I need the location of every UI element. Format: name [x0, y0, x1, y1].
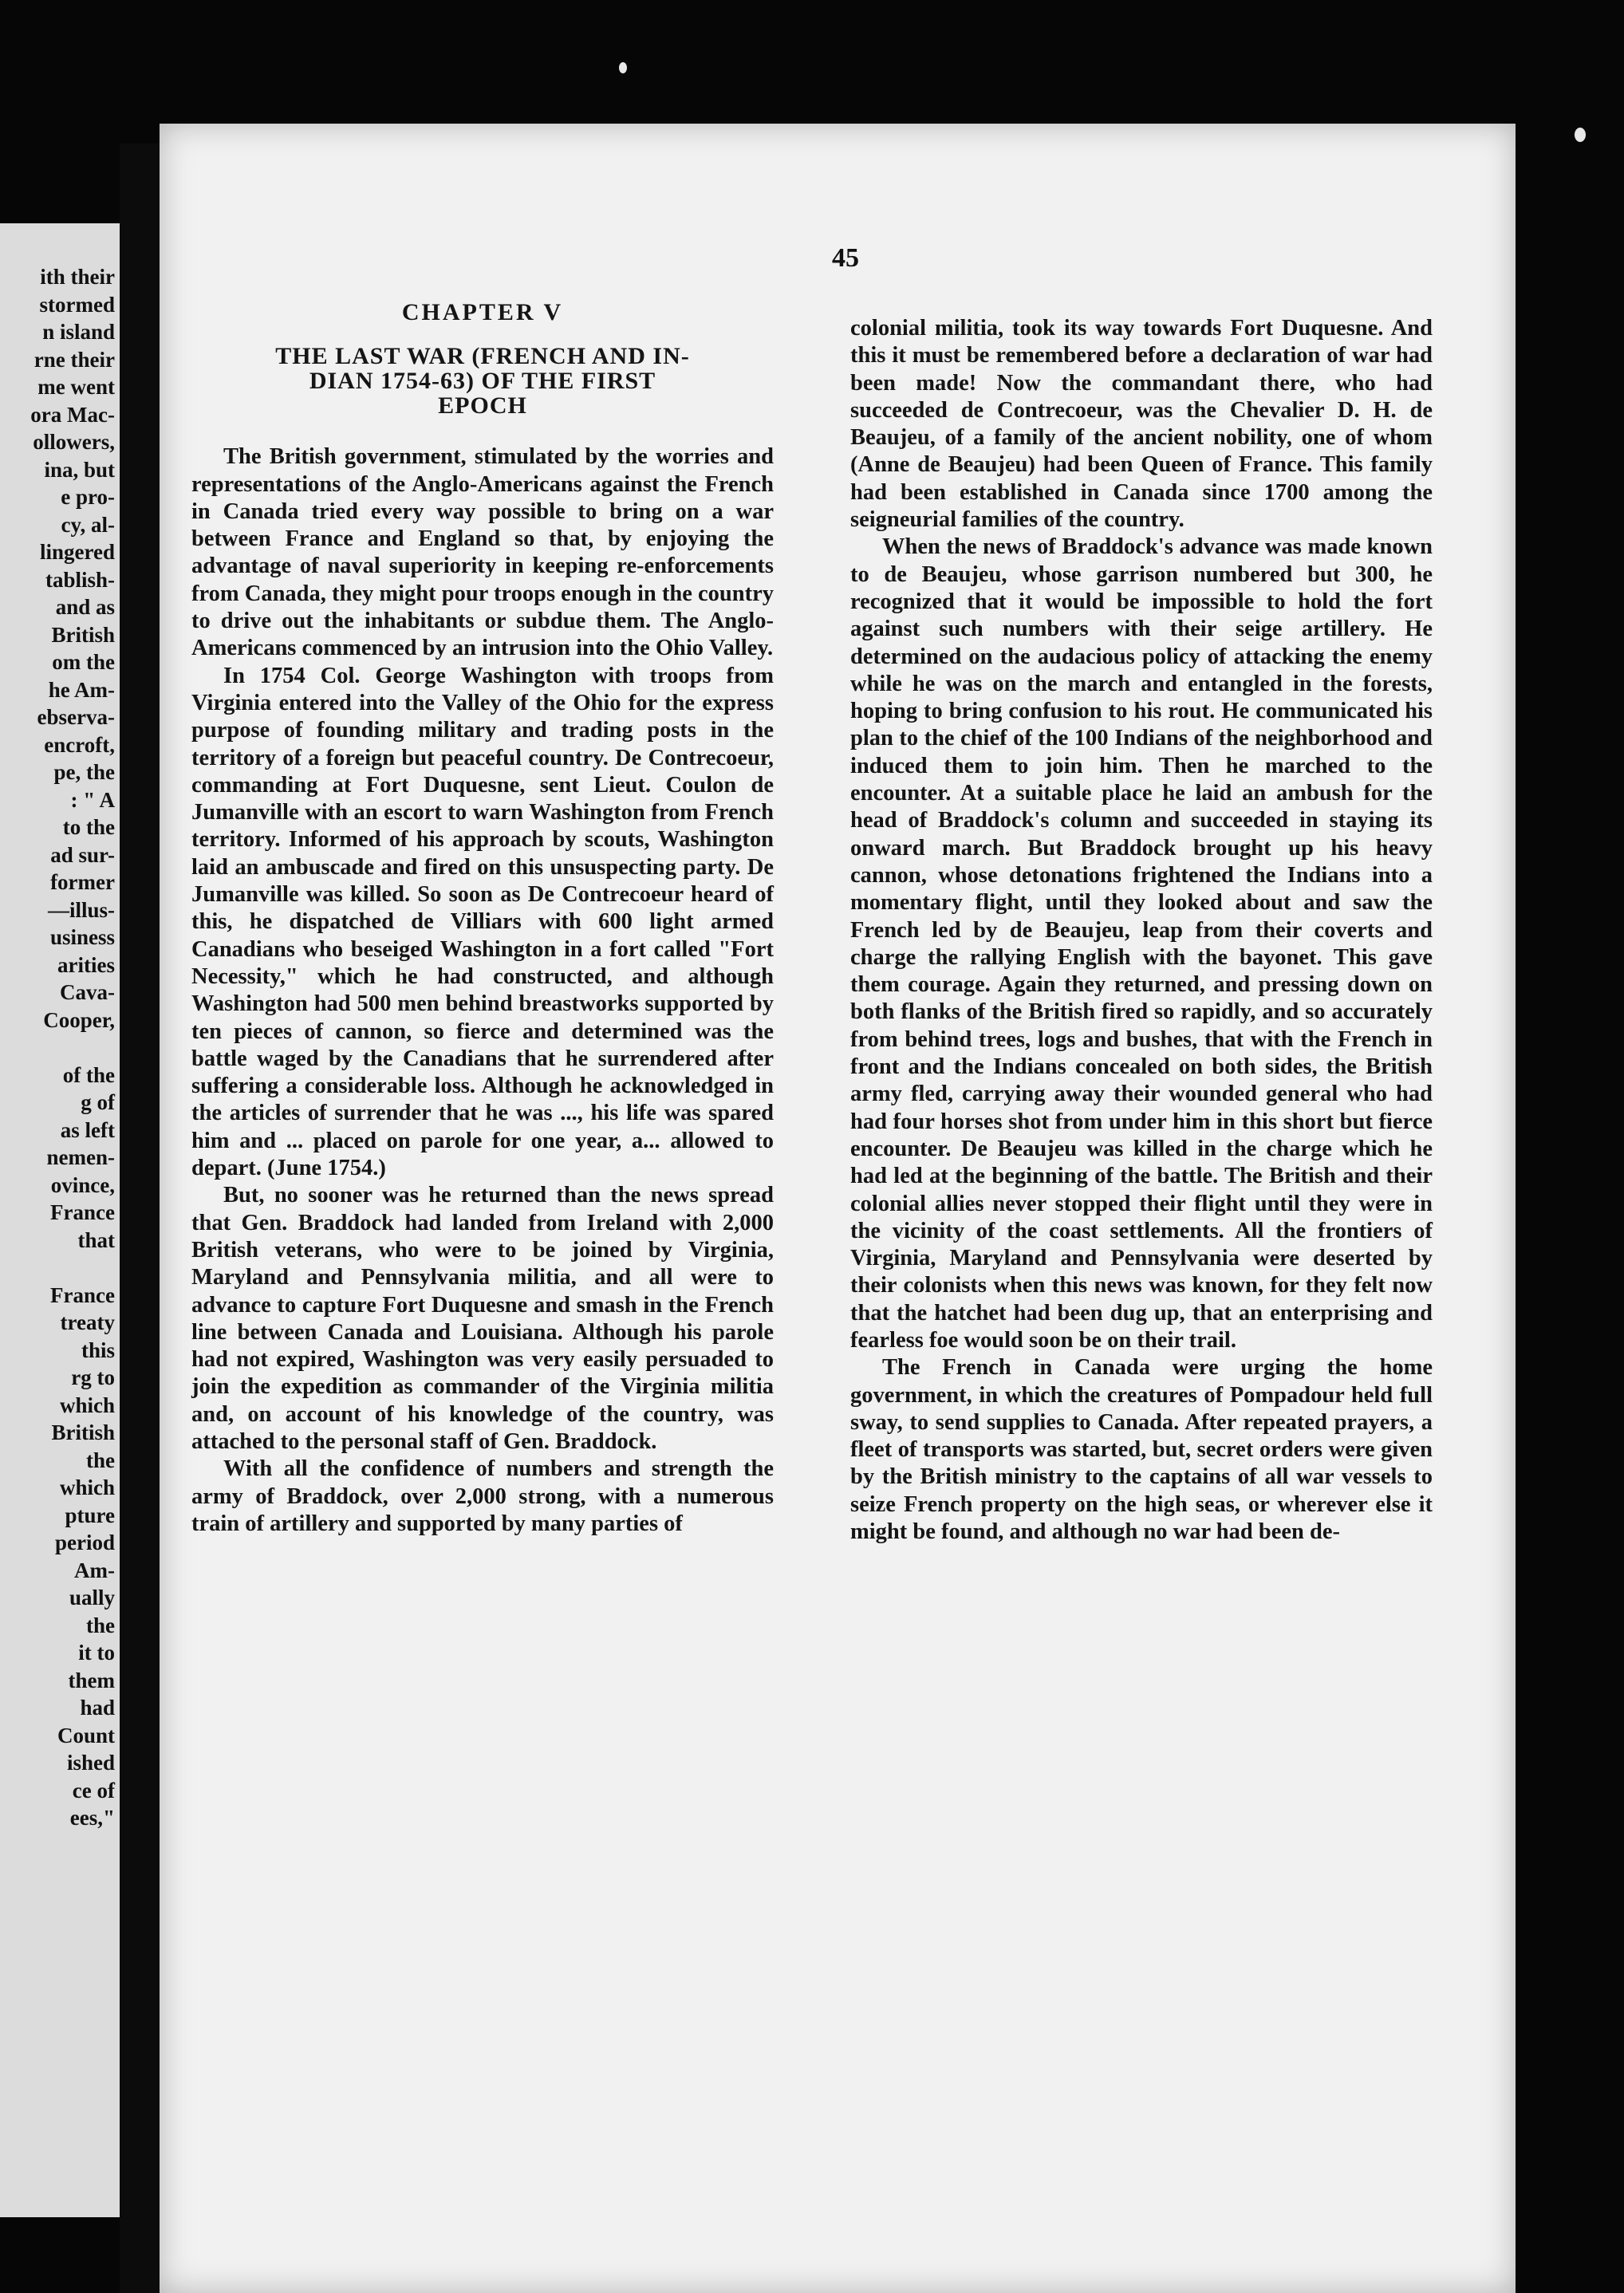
left-facing-page — [0, 223, 120, 2217]
left-page-fragment: lingered — [40, 540, 115, 564]
left-page-fragment: ebserva- — [37, 705, 115, 729]
left-page-fragment: arities — [57, 952, 115, 977]
chapter-title: THE LAST WAR (FRENCH AND IN- DIAN 1754-63) OF THE FIRST EPOCH — [275, 343, 690, 420]
left-page-fragment: had — [80, 1696, 115, 1720]
chapter-label: CHAPTER V — [401, 299, 564, 325]
left-page-fragment: Count — [57, 1723, 115, 1747]
left-page-fragment: France — [50, 1282, 115, 1307]
left-page-fragment — [0, 1254, 115, 1282]
paragraph: The British government, stimulated by the worries and representations of the Anglo-Americans against the French in Canada tried every way possible to bring on a war between France and England so that, by enjoying the advantage of naval superiority in keeping re-enforcements from Canada, they might pour troops enough in the country to drive out the inhabitants or subdue them. The Anglo-Americans commenced by an intrusion into the Ohio Valley. — [191, 444, 774, 661]
left-page-fragment: tablish- — [45, 567, 115, 592]
right-text-column — [850, 315, 1433, 1546]
left-page-fragment: stormed — [39, 292, 115, 317]
left-page-fragment: pture — [65, 1503, 115, 1527]
left-page-fragment: : " A — [70, 787, 115, 812]
left-page-fragment: n island — [42, 320, 115, 344]
book-page — [160, 124, 1516, 2293]
left-page-fragment: ished — [66, 1751, 115, 1775]
paragraph: With all the confidence of numbers and strength the army of Braddock, over 2,000 strong, with a numerous train of artillery and supported by many parties of — [191, 1456, 774, 1536]
paragraph: The French in Canada were urging the home government, in which the creatures of Pompadour held full sway, to send supplies to Canada. After repeated prayers, a fleet of transports was started, but, secret orders were given by the British ministry to the captains of all war vessels to seize French property on the high seas, or wherever else it might be found, and although no war had been de- — [850, 1355, 1433, 1545]
left-page-fragment: the — [86, 1613, 115, 1637]
book-gutter — [120, 144, 163, 2293]
dust-speck — [619, 62, 627, 73]
left-page-fragment — [0, 1034, 115, 1062]
left-page-fragment: France — [50, 1200, 115, 1224]
left-page-fragment: cy, al- — [61, 512, 115, 537]
left-page-fragment: me went — [37, 375, 115, 399]
left-page-fragment: and as — [55, 595, 115, 619]
left-page-fragment: that — [77, 1227, 115, 1252]
left-page-fragment: Am- — [74, 1558, 115, 1582]
left-page-fragment: ovince, — [50, 1172, 115, 1197]
left-page-fragment: this — [81, 1338, 115, 1362]
dust-speck — [1575, 128, 1586, 142]
left-page-fragment: e pro- — [61, 485, 115, 509]
left-page-fragment: ora Mac- — [30, 402, 115, 427]
left-page-fragment: ees," — [69, 1806, 115, 1830]
left-page-fragment: nemen- — [46, 1145, 115, 1169]
left-text-column — [191, 299, 774, 1538]
left-page-fragment: pe, the — [53, 760, 115, 784]
left-page-fragment: rne their — [34, 347, 115, 372]
left-page-fragment: it to — [78, 1641, 115, 1665]
left-page-fragment: ollowers, — [33, 430, 115, 454]
left-page-fragment: g of — [81, 1090, 115, 1114]
left-page-fragment: period — [54, 1531, 115, 1554]
left-page-fragment: Cava- — [60, 980, 115, 1004]
left-page-fragment: ith their — [40, 265, 115, 289]
left-page-fragment: ce of — [72, 1778, 115, 1802]
left-page-fragment: rg to — [71, 1365, 115, 1389]
left-page-fragment: to the — [62, 815, 115, 839]
left-page-fragment: as left — [60, 1117, 115, 1142]
left-page-fragment: om the — [52, 650, 115, 674]
left-page-fragment: —illus- — [47, 897, 115, 922]
paragraph: But, no sooner was he returned than the news spread that Gen. Braddock had landed from Ireland with 2,000 British veterans, who were to be joined by Virginia, Maryland and Pennsylvania militia, and all were to advance to capture Fort Duquesne and smash in the French line between Canada and Louisiana. Although his parole had not expired, Washington was very easily persuaded to join the expedition as commander of the Virginia militia and, on account of his knowledge of the country, was attached to the personal staff of Gen. Braddock. — [191, 1183, 774, 1454]
left-page-fragment: encroft, — [44, 732, 115, 757]
paragraph: When the news of Braddock's advance was made known to de Beaujeu, whose garrison numbered but 300, he recognized that it would be impossible to hold the fort against such numbers with their seige artillery. He determined on the audacious policy of attacking the enemy while he was on the march and entangled in the forests, hoping to bring confusion to his rout. He communicated his plan to the chief of the 100 Indians of the neighborhood and induced them to join him. Then he marched to the encounter. At a suitable place he laid an ambush for the head of Braddock's column and succeeded in staying its onward march. But Braddock brought up his heavy cannon, whose detonations frightened the Indians into a momentary flight, until they looked about and saw the French led by de Beaujeu, leap from their coverts and charge the rallying English with the bayonet. This gave them courage. Again they returned, and pressing down on both flanks of the British fired so rapidly, and so accurately from behind trees, logs and bushes, that with the French in front and the Indians concealed on both sides, the British army fled, carrying away their wounded general who had had four horses shot from under him in this short but fierce encounter. De Beaujeu was killed in the charge which he had led at the beginning of the battle. The British and their colonial allies never stopped their flight until they were in the vicinity of the coast settlements. All the frontiers of Virginia, Maryland and Pennsylvania were deserted by their colonists when this news was known, for they felt now that the hatchet had been dug up, that an enterprising and fearless foe would soon be on their trail. — [850, 534, 1433, 1353]
paragraph: In 1754 Col. George Washington with troops from Virginia entered into the Valley of the Ohio for the express purpose of founding military and trading posts in the territory of a foreign but peaceful country. De Contrecoeur, commanding at Fort Duquesne, sent Lieut. Coulon de Jumanville with an escort to warn Washington from French territory. Informed of his approach by scouts, Washington laid an ambuscade and fired on this unsuspecting party. De Jumanville was killed. So soon as De Contrecoeur heard of this, he dispatched de Villiars with 600 light armed Canadians who beseiged Washington in a fort called "Fort Necessity," which he had constructed, and although Washington had 500 men behind breastworks supported by ten pieces of cannon, so fierce and determined was the battle waged by the Canadians that he surrendered after suffering a considerable loss. Although he acknowledged in the articles of surrender that he was ..., his life was spared him and ... placed on parole for one year, a... allowed to depart. (June 1754.) — [191, 663, 774, 1181]
left-page-fragment: which — [59, 1393, 115, 1417]
paragraph: colonial militia, took its way towards Fort Duquesne. And this it must be remembered before a declaration of war had been made! Now the commandant there, who had succeeded de Contrecoeur, was the Chevalier D. H. de Beaujeu, of a family of the ancient nobility, one of whom (Anne de Beaujeu) had been Queen of France. This family had been established in Canada since 1700 among the seigneurial families of the country. — [850, 316, 1433, 533]
left-page-fragment: treaty — [60, 1310, 115, 1334]
left-page-fragment: them — [68, 1668, 115, 1692]
left-page-fragment: of the — [62, 1062, 115, 1087]
left-page-fragment: he Am- — [48, 677, 115, 702]
left-page-fragment: the — [86, 1448, 115, 1472]
left-page-fragment: ina, but — [44, 457, 115, 482]
left-page-fragment: ually — [69, 1586, 115, 1609]
page-number: 45 — [832, 243, 859, 273]
left-page-fragment: British — [51, 622, 115, 647]
left-page-fragment: usiness — [49, 925, 115, 949]
left-page-fragment: which — [59, 1475, 115, 1499]
left-page-fragment: former — [50, 870, 115, 894]
left-page-fragment: Cooper, — [43, 1007, 115, 1032]
left-page-fragment: ad sur- — [50, 842, 115, 867]
left-page-text-fragments — [0, 263, 115, 1832]
left-page-fragment: British — [51, 1420, 115, 1444]
